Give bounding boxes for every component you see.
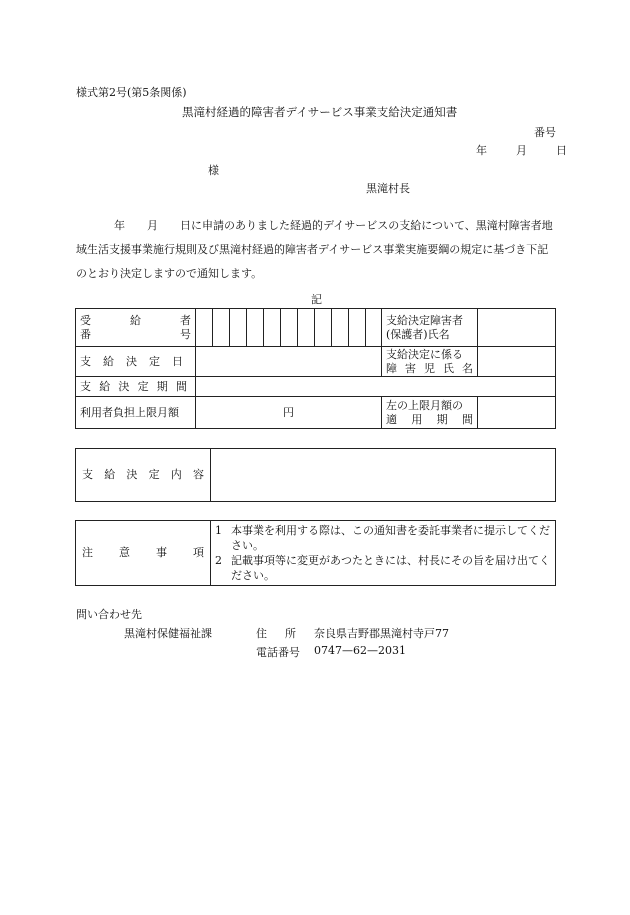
recipient-digit-cell[interactable]	[196, 309, 213, 347]
number-label: 番号	[534, 126, 556, 139]
contact-heading: 問い合わせ先	[76, 608, 142, 621]
recipient-digit-cell[interactable]	[298, 309, 315, 347]
decision-content-label: 支 給 決 定 内 容	[76, 449, 211, 502]
decision-date-field[interactable]	[196, 347, 382, 377]
decision-content-field[interactable]	[211, 449, 556, 502]
recipient-number-label: 受 給 者 番 号	[76, 309, 196, 347]
guardian-name-field[interactable]	[478, 309, 556, 347]
ki-label: 記	[311, 293, 322, 306]
table-row	[76, 377, 556, 397]
table-row	[76, 521, 556, 586]
table-row	[76, 347, 556, 377]
addressee-suffix: 様	[208, 164, 219, 177]
decision-content-table	[75, 448, 556, 502]
table-row	[76, 309, 556, 347]
issue-date	[476, 142, 567, 158]
phone-label: 電話番号	[256, 646, 300, 659]
date-month: 月	[516, 144, 527, 157]
decision-period-field[interactable]	[196, 377, 556, 397]
recipient-digit-cell[interactable]	[366, 309, 382, 347]
burden-limit-label: 利用者負担上限月額	[76, 397, 196, 429]
child-name-label: 支給決定に係る 障 害 児 氏 名	[382, 347, 478, 377]
date-year: 年	[476, 144, 487, 157]
contact-department: 黒滝村保健福祉課	[124, 627, 212, 640]
contact-phone: 0747—62—2031	[314, 644, 406, 657]
recipient-digit-cell[interactable]	[213, 309, 230, 347]
child-name-field[interactable]	[478, 347, 556, 377]
recipient-digit-cell[interactable]	[315, 309, 332, 347]
contact-address: 奈良県吉野郡黒滝村寺戸77	[314, 627, 449, 640]
recipient-digit-cell[interactable]	[332, 309, 349, 347]
decision-table	[75, 308, 556, 429]
recipient-digit-cell[interactable]	[247, 309, 264, 347]
notice-body	[76, 214, 556, 286]
document-title: 黒滝村経過的障害者デイサービス事業支給決定通知書	[182, 105, 458, 119]
notes-table	[75, 520, 556, 586]
body-text: 日に申請のありました経過的デイサービスの支給について、黒滝村障害者地域生活支援事業施行規則及び黒滝村経過的障害者デイサービス事業実施要綱の規定に基づき下記のとおり決定しますので通知します。	[76, 219, 553, 280]
address-label: 住 所	[256, 627, 296, 640]
guardian-name-label: 支給決定障害者 (保護者)氏名	[382, 309, 478, 347]
decision-date-label: 支 給 決 定 日	[76, 347, 196, 377]
notes-content	[211, 521, 556, 586]
yen-unit: 円	[283, 405, 294, 419]
decision-period-label: 支 給 決 定 期 間	[76, 377, 196, 397]
form-number-label: 様式第2号(第5条関係)	[76, 86, 187, 99]
applicable-period-field[interactable]	[478, 397, 556, 429]
notes-label: 注 意 事 項	[76, 521, 211, 586]
body-month: 月	[147, 219, 158, 232]
table-row	[76, 397, 556, 429]
recipient-digit-cell[interactable]	[264, 309, 281, 347]
burden-limit-field[interactable]	[196, 397, 382, 429]
recipient-digit-cell[interactable]	[281, 309, 298, 347]
issuer-name: 黒滝村長	[366, 182, 410, 195]
recipient-digit-cell[interactable]	[230, 309, 247, 347]
note-item: 2 記載事項等に変更があつたときには、村長にその旨を届け出てください。	[215, 554, 550, 582]
recipient-digit-cell[interactable]	[349, 309, 366, 347]
table-row	[76, 449, 556, 502]
note-item: 1 本事業を利用する際は、この通知書を委託事業者に提示してください。	[215, 524, 550, 552]
date-day: 日	[556, 144, 567, 157]
body-year: 年	[114, 219, 125, 232]
applicable-period-label: 左の上限月額の 適 用 期 間	[382, 397, 478, 429]
